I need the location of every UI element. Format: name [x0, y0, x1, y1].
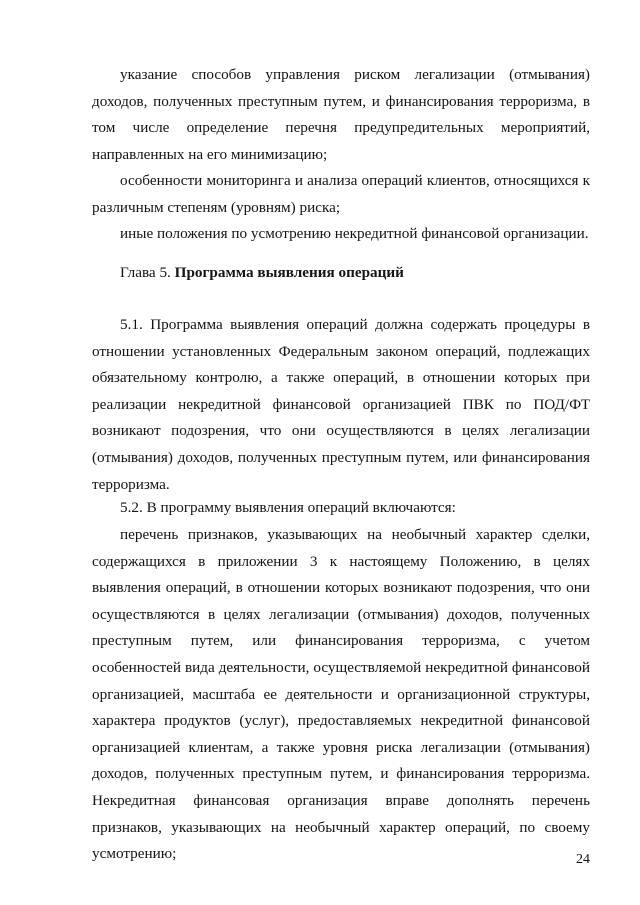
- chapter-title: Программа выявления операций: [174, 264, 404, 281]
- page-number: 24: [576, 852, 590, 867]
- paragraph-indicator-list: перечень признаков, указывающих на необычный характер сделки, содержащихся в приложении 3 к настоящему Положению, в целях выявления операций, в отношении которых возникают подозрения, что они осуществляются в целях легализации (отмывания) доходов, полученных преступным путем, или финансирования терроризма, с учетом особенностей вида деятельности, осуществляемой некредитной финансовой организацией, масштаба ее деятельности и организационной структуры, характера продуктов (услуг), предоставляемых некредитной финансовой организацией клиентам, а также уровня риска легализации (отмывания) доходов, полученных преступным путем, и финансирования терроризма. Некредитная финансовая организация вправе дополнять перечень признаков, указывающих на необычный характер операций, по своему усмотрению;: [92, 526, 590, 863]
- chapter-heading: [120, 260, 404, 286]
- paragraph-5-1: 5.1. Программа выявления операций должна содержать процедуры в отношении установленных Федеральным законом операций, подлежащих обязательному контролю, а также операций, в отношении которых при реализации некредитной финансовой организацией ПВК по ПОД/ФТ возникают подозрения, что они осуществляются в целях легализации (отмывания) доходов, полученных преступным путем, или финансирования терроризма.: [92, 316, 590, 493]
- chapter-prefix: Глава 5.: [120, 264, 171, 281]
- paragraph-5-2: 5.2. В программу выявления операций включаются:: [120, 499, 456, 516]
- paragraph-monitoring-features: особенности мониторинга и анализа операций клиентов, относящихся к различным степеням (уровням) риска;: [92, 172, 590, 216]
- paragraph-risk-management-methods: указание способов управления риском легализации (отмывания) доходов, полученных преступным путем, и финансирования терроризма, в том числе определение перечня предупредительных мероприятий, направленных на его минимизацию;: [92, 66, 590, 163]
- paragraph-other-provisions: иные положения по усмотрению некредитной финансовой организации.: [120, 225, 589, 242]
